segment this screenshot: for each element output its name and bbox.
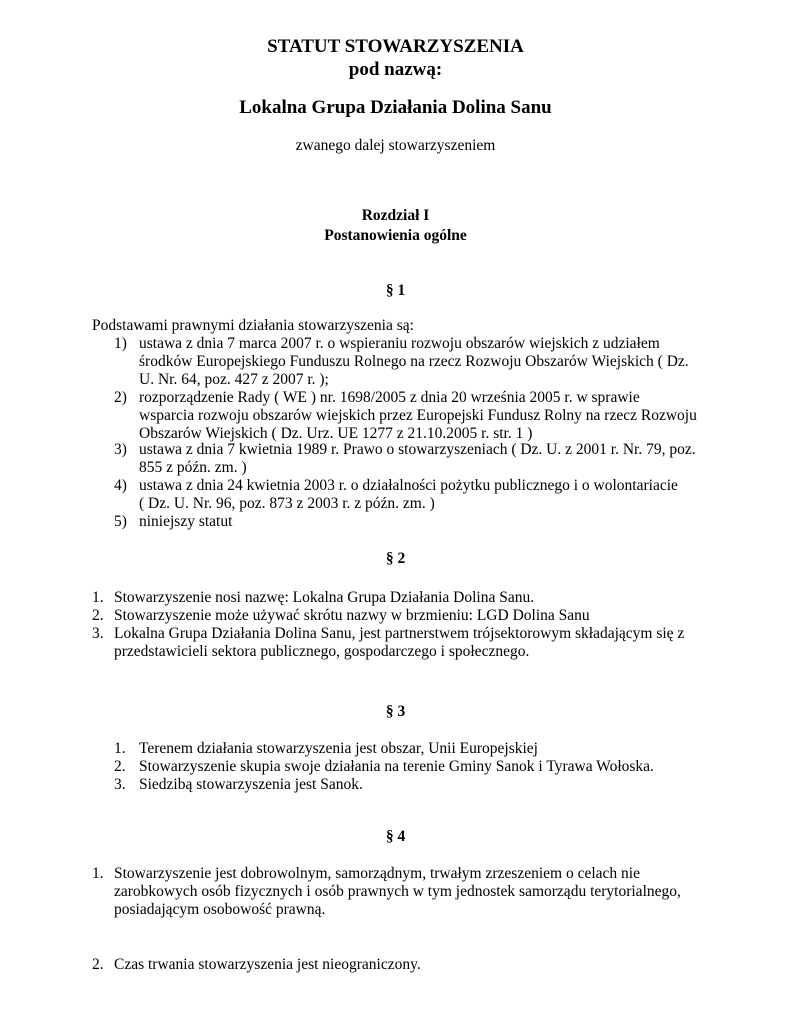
list-item-number: 3. [92,625,104,642]
list-item-text: ustawa z dnia 24 kwietnia 2003 r. o działalności pożytku publicznego i o wolontariacie [139,477,678,494]
list-item-number: 2. [92,607,104,624]
list-item-text: zarobkowych osób fizycznych i osób prawnych w tym jednostek samorządu terytorialnego, [114,883,681,900]
section-2-heading: § 2 [385,550,406,567]
list-item-text: wsparcia rozwoju obszarów wiejskich przez Europejski Fundusz Rolny na rzecz Rozwoju [139,407,697,424]
section-1-heading: § 1 [385,282,406,299]
document-subtitle: pod nazwą: [348,59,443,80]
list-item-text: środków Europejskiego Funduszu Rolnego na rzecz Rozwoju Obszarów Wiejskich ( Dz. [139,353,689,370]
chapter-label: Rozdział I [361,207,430,224]
association-note: zwanego dalej stowarzyszeniem [295,137,496,154]
chapter-title: Postanowienia ogólne [324,227,467,244]
list-item-text: 855 z późn. zm. ) [139,459,247,476]
list-item-text: ( Dz. U. Nr. 96, poz. 873 z 2003 r. z późn. zm. ) [139,495,435,512]
section-4-heading: § 4 [385,828,406,845]
list-item-text: Terenem działania stowarzyszenia jest obszar, Unii Europejskiej [139,740,538,757]
list-item-number: 2) [114,389,127,406]
association-name: Lokalna Grupa Działania Dolina Sanu [239,97,552,118]
list-item-text: Siedzibą stowarzyszenia jest Sanok. [139,776,363,793]
list-item-number: 2. [114,758,126,775]
list-item-text: przedstawicieli sektora publicznego, gospodarczego i społecznego. [114,643,530,660]
list-item-text: niniejszy statut [139,513,233,530]
list-item-number: 3. [114,776,126,793]
list-item-number: 1. [114,740,126,757]
list-item-text: ustawa z dnia 7 kwietnia 1989 r. Prawo o stowarzyszeniach ( Dz. U. z 2001 r. Nr. 79, poz. [139,441,696,458]
list-item-text: Czas trwania stowarzyszenia jest nieograniczony. [114,956,421,973]
section-1-intro: Podstawami prawnymi działania stowarzyszenia są: [92,317,414,334]
list-item-text: Obszarów Wiejskich ( Dz. Urz. UE 1277 z 21.10.2005 r. str. 1 ) [139,425,533,442]
list-item-number: 5) [114,513,127,530]
list-item-number: 3) [114,441,127,458]
list-item-text: Lokalna Grupa Działania Dolina Sanu, jest partnerstwem trójsektorowym składającym się z [114,625,685,642]
list-item-text: Stowarzyszenie skupia swoje działania na terenie Gminy Sanok i Tyrawa Wołoska. [139,758,654,775]
section-3-heading: § 3 [385,703,406,720]
list-item-number: 1) [114,335,127,352]
list-item-text: U. Nr. 64, poz. 427 z 2007 r. ); [139,371,329,388]
list-item-text: Stowarzyszenie może używać skrótu nazwy w brzmieniu: LGD Dolina Sanu [114,607,590,624]
list-item-text: Stowarzyszenie nosi nazwę: Lokalna Grupa Działania Dolina Sanu. [114,589,535,606]
list-item-number: 2. [92,956,104,973]
document-title: STATUT STOWARZYSZENIA [267,36,524,57]
list-item-number: 1. [92,589,104,606]
list-item-number: 1. [92,865,104,882]
list-item-number: 4) [114,477,127,494]
list-item-text: posiadającym osobowość prawną. [114,901,326,918]
list-item-text: rozporządzenie Rady ( WE ) nr. 1698/2005 z dnia 20 września 2005 r. w sprawie [139,389,640,406]
list-item-text: Stowarzyszenie jest dobrowolnym, samorządnym, trwałym zrzeszeniem o celach nie [114,865,640,882]
list-item-text: ustawa z dnia 7 marca 2007 r. o wspieraniu rozwoju obszarów wiejskich z udziałem [139,335,660,352]
